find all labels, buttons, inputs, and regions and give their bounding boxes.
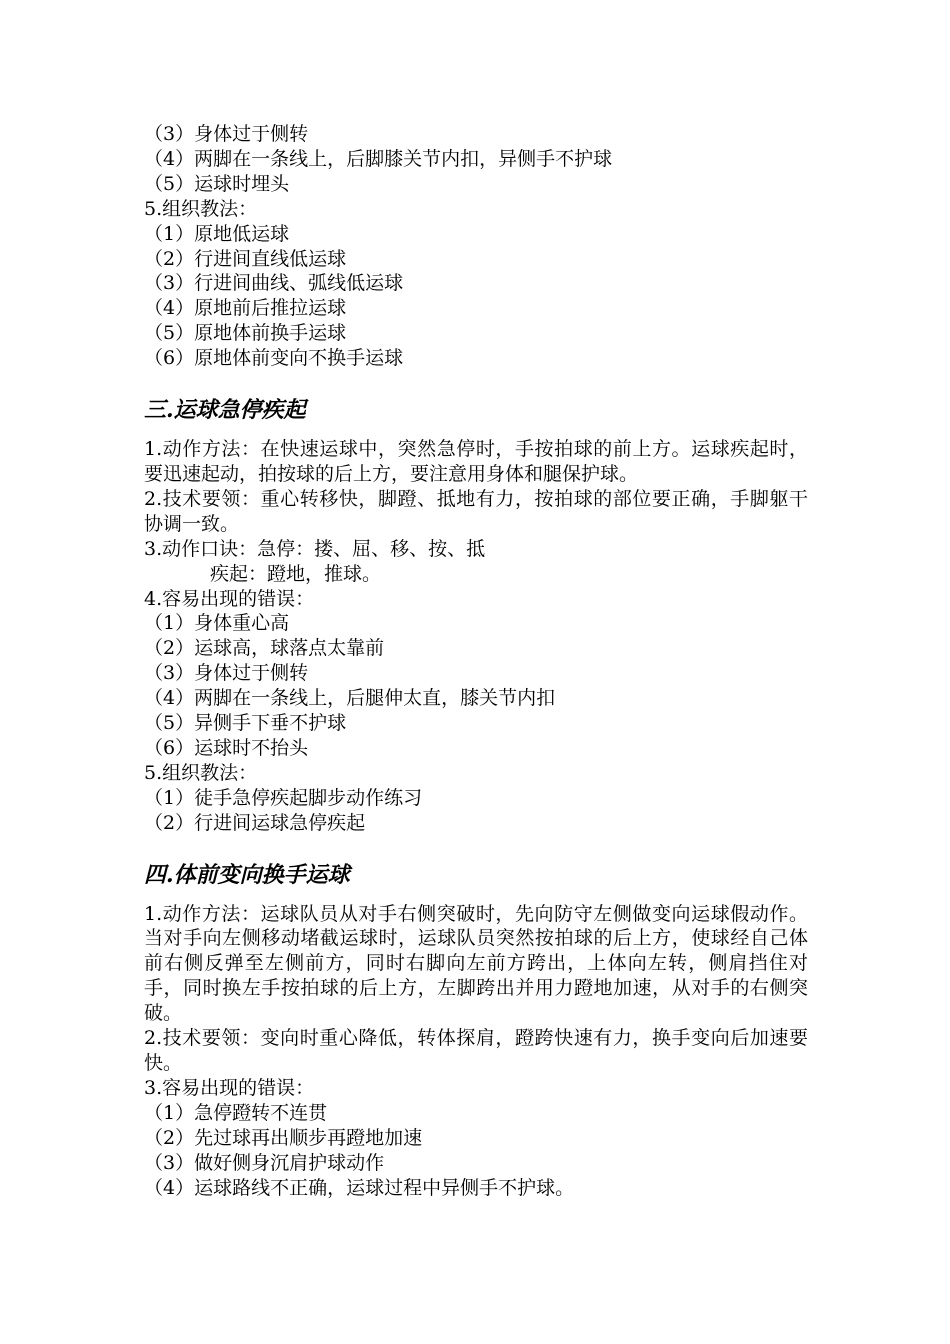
action-method: 1.动作方法：运球队员从对手右侧突破时，先向防守左侧做变向运球假动作。当对手向左侧移动堵截运球时，运球队员突然按拍球的后上方，使球经自己体前右侧反弹至左侧前方，同时右脚向左前方跨出，上体向左转，侧肩挡住对手，同时换左手按拍球的后上方，左脚跨出并用力蹬地加速，从对手的右侧突破。 [144,902,808,1025]
teaching-item: （6）原地体前变向不换手运球 [144,347,404,370]
section-heading: 三.运球急停疾起 [144,397,306,424]
teaching-item: （4）原地前后推拉运球 [144,297,347,320]
technical-essentials: 2.技术要领：重心转移快，脚蹬、抵地有力，按拍球的部位要正确，手脚躯干协调一致。 [144,487,808,535]
error-item: （4）运球路线不正确，运球过程中异侧手不护球。 [144,1176,575,1199]
error-item: （5）运球时埋头 [144,172,290,195]
document-body [144,122,808,1200]
teaching-method-title: 5.组织教法： [144,197,258,220]
error-item: （4）两脚在一条线上，后腿伸太直，膝关节内扣 [144,687,556,710]
error-item: （5）异侧手下垂不护球 [144,712,347,735]
teaching-item: （1）徒手急停疾起脚步动作练习 [144,786,423,809]
error-item: （3）身体过于侧转 [144,123,309,145]
section-low-dribble-tail [144,122,808,371]
section-heading: 四.体前变向换手运球 [144,861,350,888]
error-item: （4）两脚在一条线上，后脚膝关节内扣，异侧手不护球 [144,147,613,170]
technical-essentials: 2.技术要领：变向时重心降低，转体探肩，蹬跨快速有力，换手变向后加速要快。 [144,1027,808,1074]
teaching-item: （2）行进间运球急停疾起 [144,811,366,834]
teaching-item: （5）原地体前换手运球 [144,322,347,345]
section-crossover-dribble [144,860,808,1201]
error-item: （1）身体重心高 [144,612,290,635]
teaching-method-title: 5.组织教法： [144,761,258,784]
action-mnemonic: 3.动作口诀：急停：搂、屈、移、按、抵 [144,537,486,560]
action-method: 1.动作方法：在快速运球中，突然急停时，手按拍球的前上方。运球疾起时，要迅速起动，拍按球的后上方，要注意用身体和腿保护球。 [144,438,808,485]
teaching-item: （3）行进间曲线、弧线低运球 [144,272,404,295]
error-item: （6）运球时不抬头 [144,736,309,759]
section-stop-and-go-dribble [144,395,808,836]
action-mnemonic-continued: 疾起：蹬地，推球。 [210,562,382,585]
error-item: （1）急停蹬转不连贯 [144,1101,328,1124]
error-item: （2）运球高，球落点太靠前 [144,637,385,660]
error-item: （3）身体过于侧转 [144,662,309,685]
teaching-item: （2）行进间直线低运球 [144,247,347,270]
common-errors-title: 4.容易出现的错误： [144,587,315,610]
error-item: （2）先过球再出顺步再蹬地加速 [144,1126,423,1149]
error-item: （3）做好侧身沉肩护球动作 [144,1151,385,1174]
common-errors-title: 3.容易出现的错误： [144,1076,315,1099]
teaching-item: （1）原地低运球 [144,222,290,245]
